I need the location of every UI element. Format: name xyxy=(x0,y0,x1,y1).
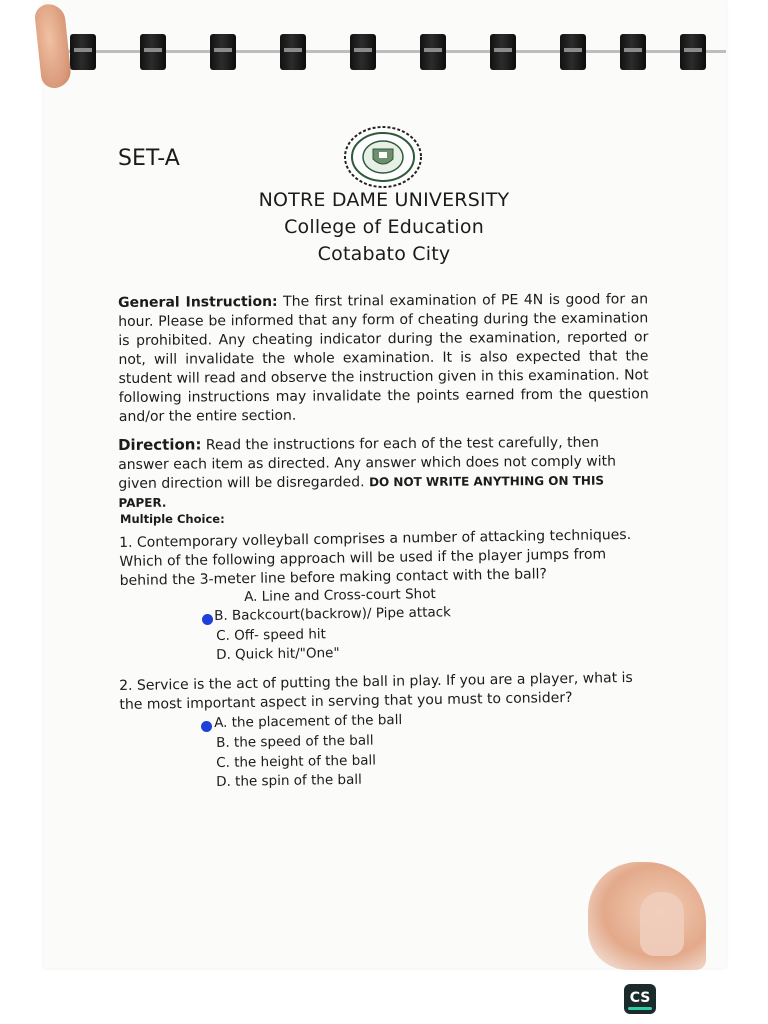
question-1: 1. Contemporary volleyball comprises a number of attacking techniques. Which of the following approach will be used if the player jumps from behind the 3-meter line before making contact with the ball? xyxy=(119,526,632,589)
binding-ring xyxy=(210,34,236,70)
scanner-app-badge: CS xyxy=(624,984,656,1014)
college-name: College of Education xyxy=(284,216,484,238)
spiral-binding xyxy=(44,28,726,76)
question-2-option-c: C. the height of the ball xyxy=(216,752,377,771)
binding-ring xyxy=(560,34,586,70)
general-instruction xyxy=(118,290,649,427)
question-2: 2. Service is the act of putting the ball in play. If you are a player, what is the most important aspect in serving that you must to consider? xyxy=(119,669,633,713)
university-seal-icon xyxy=(343,125,423,189)
direction-label: Direction: xyxy=(118,435,202,454)
question-1-option-d: D. Quick hit/"One" xyxy=(216,645,340,663)
binding-ring xyxy=(420,34,446,70)
thumb-nail xyxy=(640,892,684,956)
binding-ring xyxy=(280,34,306,70)
general-instruction-label: General Instruction: xyxy=(118,293,278,311)
binding-ring xyxy=(140,34,166,70)
direction-emphasis: DO NOT WRITE ANYTHING ON THIS PAPER. xyxy=(118,473,605,510)
question-2-option-d: D. the spin of the ball xyxy=(216,771,362,790)
answer-mark xyxy=(201,721,212,732)
question-1-option-c: C. Off- speed hit xyxy=(216,626,327,644)
direction xyxy=(118,432,649,513)
section-title: Multiple Choice: xyxy=(120,512,225,526)
question-2-option-a: A. the placement of the ball xyxy=(214,712,403,731)
binding-ring xyxy=(680,34,706,70)
binding-ring xyxy=(620,34,646,70)
answer-mark xyxy=(202,614,213,625)
binding-ring xyxy=(490,34,516,70)
general-instruction-text: The first trinal examination of PE 4N is good for an hour. Please be informed that any form of cheating during the examination is prohibited. Any cheating indicator during the examination, reported or not, will invalidate the whole examination. It is also expected that the student will read and observe the instruction given in this examination. Not following instructions may invalidate the points earned from the question and/or the entire section. xyxy=(118,291,649,425)
direction-text: Read the instructions for each of the test carefully, then answer each item as directed. Any answer which does not comply with given direction will be disregarded. xyxy=(118,434,617,492)
set-label: SET-A xyxy=(118,146,180,171)
city-name: Cotabato City xyxy=(317,243,451,265)
binding-ring xyxy=(70,34,96,70)
question-2-option-b: B. the speed of the ball xyxy=(216,732,374,751)
question-1-option-b: B. Backcourt(backrow)/ Pipe attack xyxy=(214,604,452,624)
question-1-option-a: A. Line and Cross-court Shot xyxy=(244,585,436,605)
university-name: NOTRE DAME UNIVERSITY xyxy=(258,189,510,211)
binding-ring xyxy=(350,34,376,70)
